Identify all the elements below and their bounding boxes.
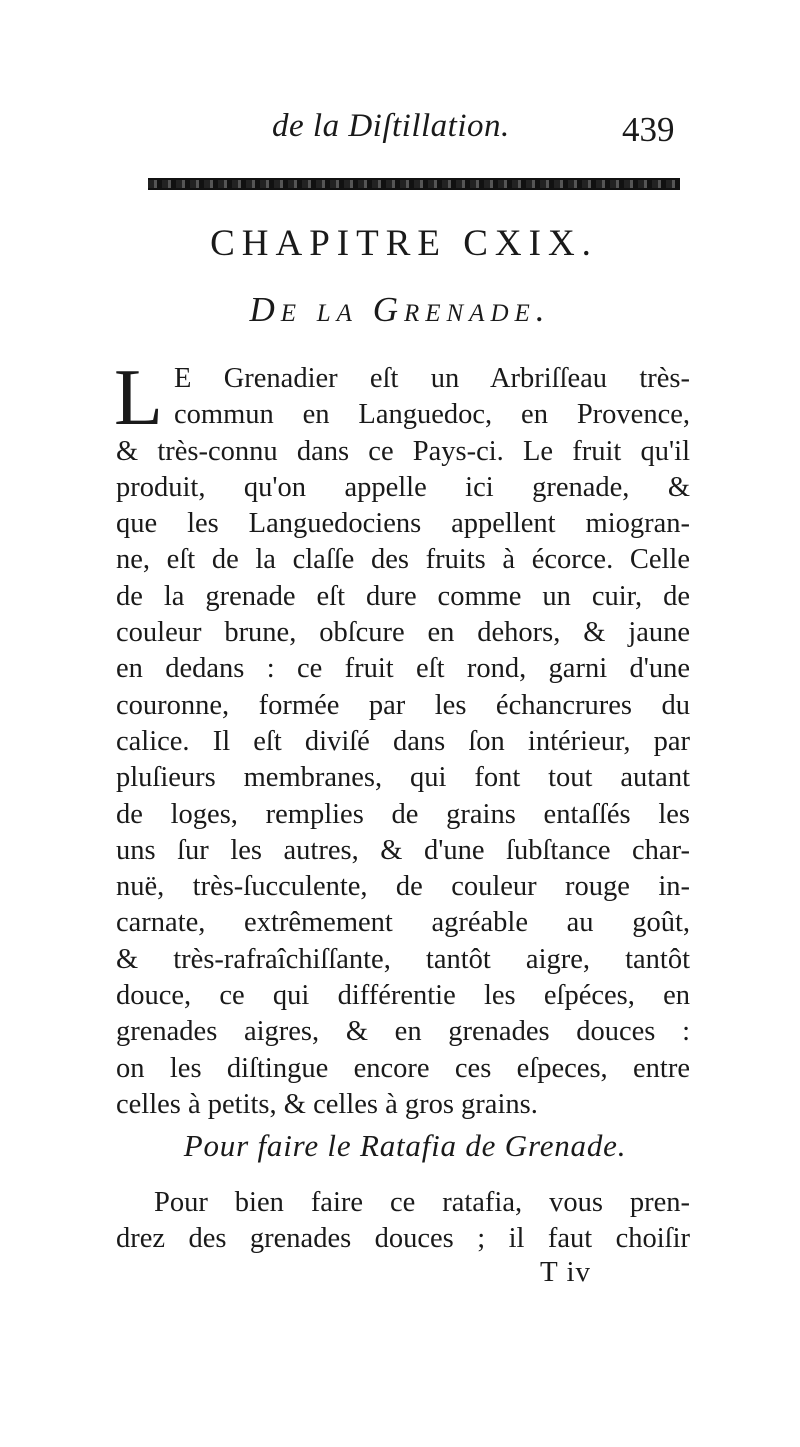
text-line: & très-rafraîchiſſante, tantôt aigre, tantôt [116,943,690,975]
running-title: de la Diſtillation. [272,108,510,144]
ornamental-rule [148,178,680,190]
text-line: uns ſur les autres, & d'une ſubſtance char- [116,834,690,866]
text-line: couleur brune, obſcure en dehors, & jaune [116,617,690,649]
signature-mark: T iv [540,1256,591,1288]
text-line: douce, ce qui différentie les eſpéces, en [116,980,690,1012]
text-line: celles à petits, & celles à gros grains. [116,1088,538,1120]
recipe-title: Pour faire le Ratafia de Grenade. [183,1128,627,1163]
text-line: de la grenade eſt dure comme un cuir, de [116,580,690,612]
text-line: & très-connu dans ce Pays-ci. Le fruit qu'il [116,435,690,467]
paragraph-2 [116,1185,690,1258]
chapter-title: CHAPITRE CXIX. [210,223,598,264]
text-line: drez des grenades douces ; il faut choiſir [116,1223,690,1255]
text-line: produit, qu'on appelle ici grenade, & [116,471,690,503]
text-line: Pour bien faire ce ratafia, vous pren- [154,1187,690,1218]
page-number: 439 [622,110,675,149]
paragraph-1 [116,361,690,1123]
text-line: pluſieurs membranes, qui font tout autant [116,762,690,794]
text-line: carnate, extrêmement agréable au goût, [116,907,690,939]
running-head [0,108,800,152]
text-line: de loges, remplies de grains entaſſés les [116,798,690,830]
text-line: en dedans : ce fruit eſt rond, garni d'une [116,653,690,685]
text-line: calice. Il eſt diviſé dans ſon intérieur, par [116,725,690,757]
text-line: couronne, formée par les échancrures du [116,689,690,721]
text-line: nuë, très-ſucculente, de couleur rouge in- [116,871,690,903]
text-line: ne, eſt de la claſſe des fruits à écorce. Celle [116,544,690,576]
chapter-subtitle: De la Grenade. [249,290,551,329]
text-line: que les Languedociens appellent miogran- [116,508,690,540]
drop-cap: L [114,354,163,442]
text-line: grenades aigres, & en grenades douces : [116,1016,690,1048]
text-line: on les diſtingue encore ces eſpeces, entre [116,1052,690,1084]
text-line: E Grenadier eſt un Arbriſſeau très- [174,363,690,394]
text-line: commun en Languedoc, en Provence, [174,399,690,431]
